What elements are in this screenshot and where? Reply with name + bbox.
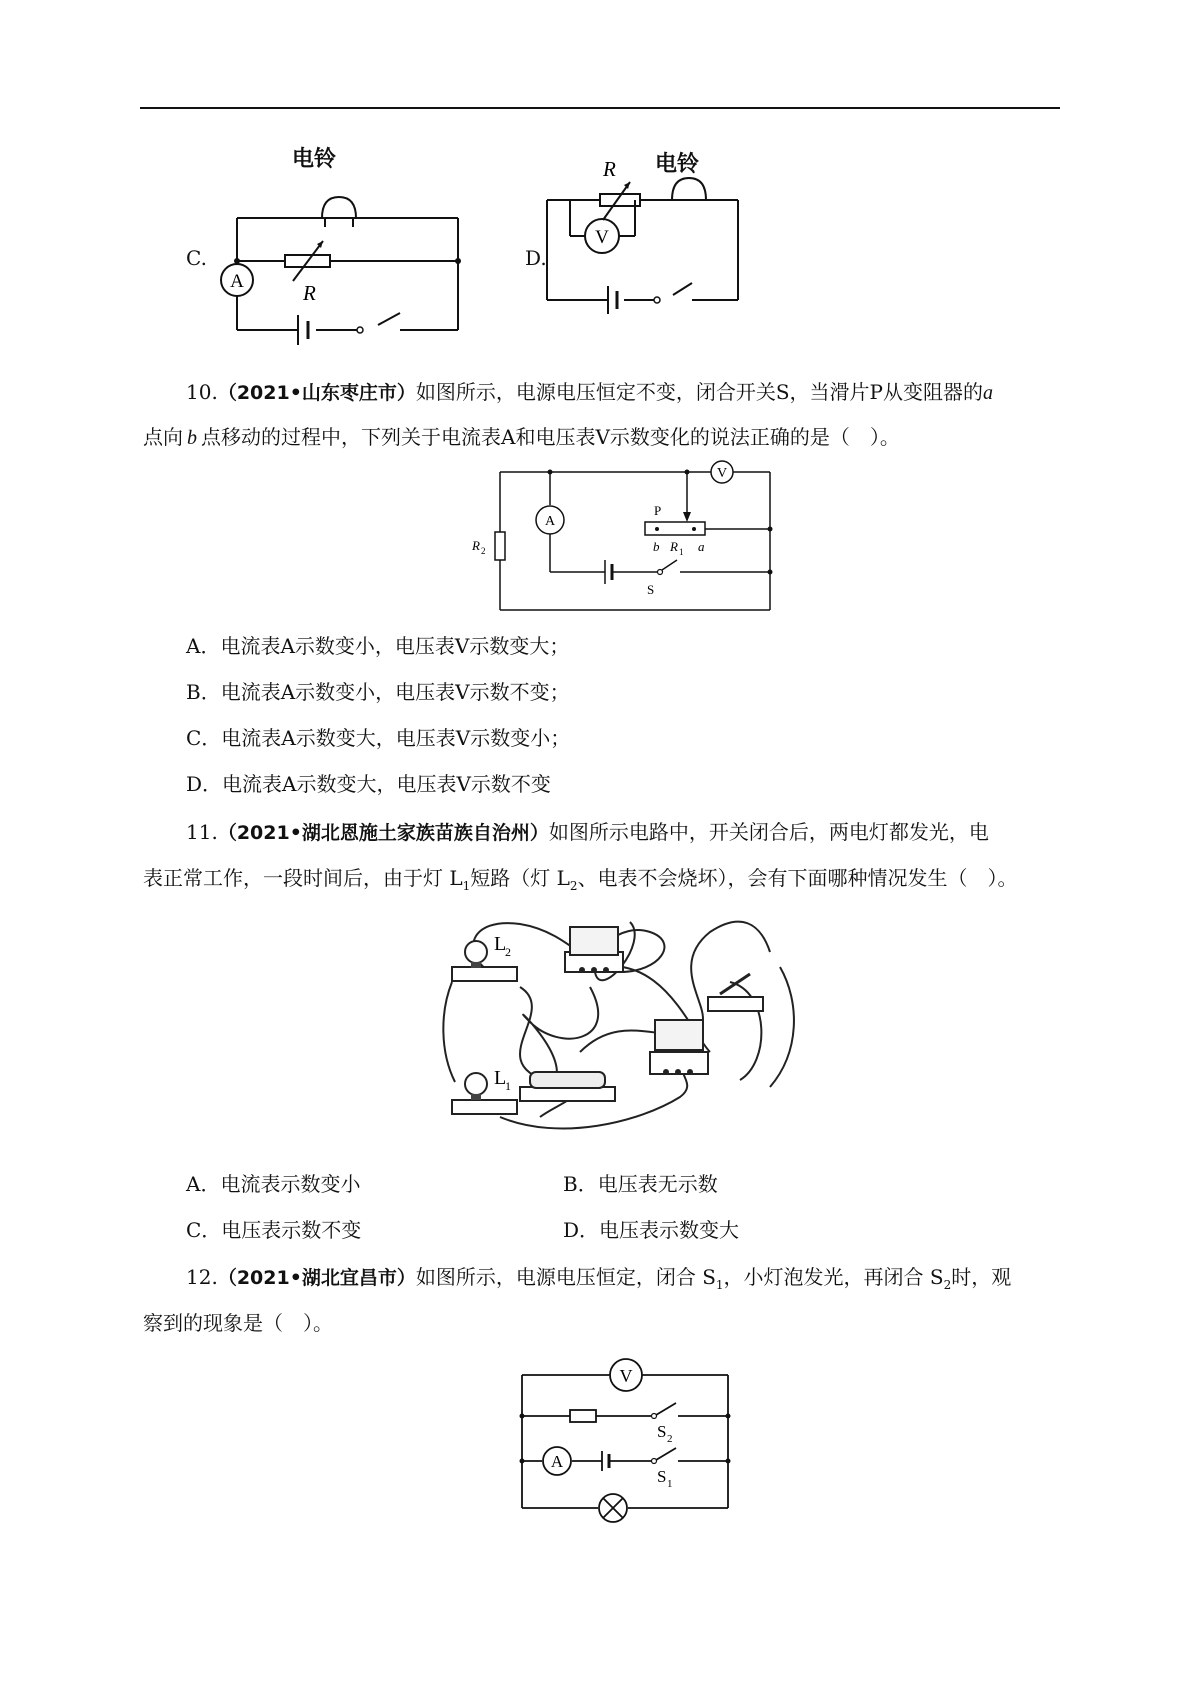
subscript: 2 <box>569 879 578 893</box>
bell-label-c: 电铃 <box>292 147 337 172</box>
q10-option-b: B．电流表A示数变小，电压表V示数不变； <box>186 680 570 704</box>
question-stem: 如图所示电路中，开关闭合后，两电灯都发光，电 <box>548 820 989 844</box>
question-stem-part: 短路（灯 L <box>470 866 570 890</box>
question-number: 10. <box>186 380 218 404</box>
switch-s1-subscript: 1 <box>667 1478 673 1490</box>
r2-subscript: 2 <box>481 546 486 556</box>
r1-label: R <box>670 539 678 554</box>
q11-option-b: B．电压表无示数 <box>563 1172 718 1196</box>
voltmeter-symbol-d: V <box>595 227 609 248</box>
question-number: 12. <box>186 1265 218 1289</box>
voltmeter-symbol: V <box>619 1366 633 1386</box>
question-stem: 如图所示，电源电压恒定不变，闭合开关S，当滑片P从变阻器的 <box>415 380 984 404</box>
question-11-line-1 <box>186 818 989 847</box>
slider-label: P <box>654 503 662 518</box>
point-b: b <box>187 427 197 449</box>
q10-option-d: D．电流表A示数变大，电压表V示数不变 <box>186 772 551 796</box>
question-11-line-2 <box>143 864 1018 900</box>
lamp-l1-subscript: 1 <box>505 1079 511 1093</box>
question-12-line-2: 察到的现象是（ ）。 <box>143 1311 333 1335</box>
question-12-line-1 <box>186 1263 1011 1299</box>
ammeter-symbol: A <box>544 514 556 529</box>
question-source: （2021•湖北恩施土家族苗族自治州） <box>217 822 549 844</box>
circuit-diagram-q10 <box>465 460 785 620</box>
switch-s2-label: S <box>657 1422 667 1441</box>
question-10-line-1 <box>186 378 993 407</box>
q10-option-a: A．电流表A示数变小，电压表V示数变大； <box>186 634 570 658</box>
subscript: 1 <box>715 1278 724 1292</box>
circuit-diagram-d <box>540 150 750 315</box>
switch-s1-label: S <box>657 1467 667 1486</box>
q11-option-c: C．电压表示数不变 <box>186 1218 362 1242</box>
end-b-label: b <box>653 539 660 554</box>
q11-option-d: D．电压表示数变大 <box>563 1218 740 1242</box>
resistor-label-c: R <box>303 281 316 305</box>
option-d-label: D. <box>525 246 547 270</box>
point-a: a <box>983 382 994 404</box>
switch-s2-subscript: 2 <box>667 1433 673 1445</box>
switch-label: S <box>647 582 655 597</box>
question-stem-part: 、电表不会烧坏），会有下面哪种情况发生（ ）。 <box>577 866 1018 890</box>
question-stem-part: 如图所示，电源电压恒定，闭合 S <box>415 1265 716 1289</box>
circuit-diagram-q12 <box>510 1353 740 1523</box>
header-rule <box>140 107 1060 109</box>
ammeter-symbol: A <box>230 271 244 292</box>
question-stem-cont: 点移动的过程中，下列关于电流表A和电压表V示数变化的说法正确的是（ ）。 <box>201 425 900 449</box>
subscript: 2 <box>943 1278 952 1292</box>
lamp-l2-subscript: 2 <box>505 945 511 959</box>
ammeter-symbol: A <box>550 1452 564 1471</box>
lamp-l1-label: L <box>494 1067 507 1089</box>
question-source: （2021•山东枣庄市） <box>217 382 416 404</box>
option-c-label: C. <box>186 246 207 270</box>
subscript: 1 <box>462 879 471 893</box>
question-number: 11. <box>186 820 218 844</box>
question-stem-part: ，小灯泡发光，再闭合 S <box>723 1265 944 1289</box>
question-10-line-2 <box>143 423 900 452</box>
q11-option-a: A．电流表示数变小 <box>186 1172 361 1196</box>
r1-subscript: 1 <box>679 547 684 557</box>
question-stem-prefix: 点向 <box>143 425 183 449</box>
lamp-l2-label: L <box>494 933 507 955</box>
circuit-diagram-c <box>210 145 470 355</box>
voltmeter-symbol: V <box>716 466 728 481</box>
circuit-photo-q11 <box>440 912 810 1142</box>
bell-label-d: 电铃 <box>655 152 700 177</box>
question-stem-part: 时，观 <box>951 1265 1012 1289</box>
q10-option-c: C．电流表A示数变大，电压表V示数变小； <box>186 726 571 750</box>
r2-label: R <box>472 538 480 553</box>
question-source: （2021•湖北宜昌市） <box>217 1267 416 1289</box>
end-a-label: a <box>698 539 705 554</box>
question-stem-part: 表正常工作，一段时间后，由于灯 L <box>143 866 463 890</box>
resistor-label-d: R <box>603 157 616 181</box>
